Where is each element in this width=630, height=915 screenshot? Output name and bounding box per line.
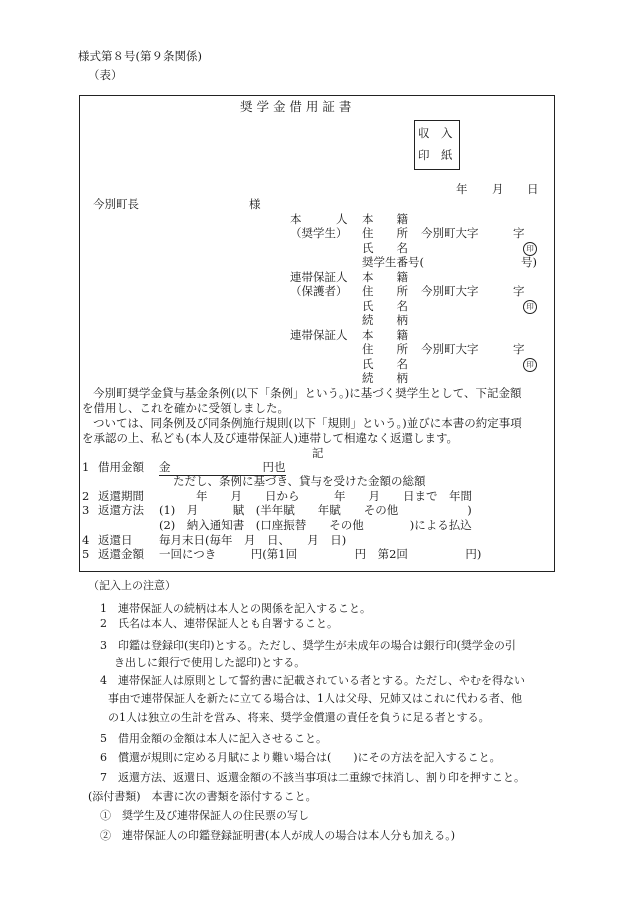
- note-line: 事由で連帯保証人を新たに立てる場合は、1人は父母、兄姉又はこれに代わる者、他: [108, 692, 522, 705]
- item-number: 2: [82, 489, 90, 503]
- body-line: 今別町奨学金貸与基金条例(以下「条例」という。)に基づく奨学生として、下記金額: [93, 386, 522, 400]
- note-line: の1人は独立の生計を営み、将来、奨学金償還の責任を負うに足る者とする。: [108, 711, 490, 724]
- page-side-label: （表）: [88, 68, 123, 82]
- guarantor2-address: 今別町大字: [421, 342, 479, 356]
- date-month: 月: [492, 182, 504, 196]
- guarantor1-aza: 字: [513, 284, 525, 298]
- body-line: を承認の上、私ども(本人及び連帯保証人)連帯して相違なく返還します。: [82, 431, 459, 445]
- ki-heading: 記: [312, 446, 324, 460]
- amount-note: ただし、条例に基づき、貸与を受けた金額の総額: [173, 474, 426, 488]
- guarantor1-role: （保護者）: [290, 284, 348, 298]
- body-line: を借用し、これを確かに受領しました。: [82, 401, 289, 415]
- addressee: 今別町長: [93, 197, 139, 211]
- note-line: き出しに銀行で使用した認印)とする。: [114, 656, 306, 669]
- guarantor2-jusho: 住 所: [362, 342, 408, 356]
- guarantor2-label: 連帯保証人: [290, 328, 348, 342]
- item-number: 5: [82, 547, 90, 561]
- attachment-line: ① 奨学生及び連帯保証人の住民票の写し: [100, 809, 309, 822]
- guarantor1-label: 連帯保証人: [290, 270, 348, 284]
- amount-value: 金 円也: [159, 460, 286, 474]
- attachments-title: (添付書類) 本書に次の書類を添付すること。: [88, 790, 317, 803]
- guarantor1-address: 今別町大字: [421, 284, 479, 298]
- sum-value: 一回につき 円(第1回 円 第2回 円): [159, 547, 482, 561]
- guarantor1-shimei: 氏 名: [362, 299, 408, 313]
- date-day: 日: [527, 182, 539, 196]
- body-line: ついては、同条例及び同条例施行規則(以下「規則」という。)並びに本書の約定事項: [93, 416, 522, 430]
- addressee-honorific: 様: [249, 197, 261, 211]
- item-number: 1: [82, 460, 90, 474]
- principal-address: 今別町大字: [421, 226, 479, 240]
- stamp-label-top: 収 入: [418, 126, 453, 140]
- period-label: 返還期間: [98, 489, 144, 503]
- principal-seal-icon: 印: [523, 242, 537, 256]
- principal-jusho: 住 所: [362, 226, 408, 240]
- method-option-1: (1) 月 賦 (半年賦 年賦 その他 ): [159, 503, 472, 517]
- note-line: 4 連帯保証人は原則として誓約書に記載されている者とする。ただし、やむを得ない: [100, 674, 525, 687]
- principal-role: （奨学生）: [290, 226, 348, 240]
- note-line: 2 氏名は本人、連帯保証人とも自署すること。: [100, 617, 338, 630]
- note-line: 1 連帯保証人の続柄は本人との関係を記入すること。: [100, 602, 371, 615]
- method-option-2: (2) 納入通知書 (口座振替 その他 )による払込: [159, 518, 472, 532]
- guarantor2-seal-icon: 印: [523, 358, 537, 372]
- guarantor2-honseki: 本 籍: [362, 328, 408, 342]
- note-line: 7 返還方法、返還日、返還金額の不該当事項は二重線で抹消し、割り印を押すこと。: [100, 771, 525, 784]
- day-value: 毎月末日(毎年 月 日、 月 日): [159, 533, 347, 547]
- day-label: 返還日: [98, 533, 133, 547]
- student-number-label: 奨学生番号(: [362, 255, 424, 269]
- note-line: 3 印鑑は登録印(実印)とする。ただし、奨学生が未成年の場合は銀行印(奨学金の引: [100, 639, 516, 652]
- method-label: 返還方法: [98, 503, 144, 517]
- guarantor2-aza: 字: [513, 342, 525, 356]
- certificate-title: 奨 学 金 借 用 証 書: [240, 99, 352, 114]
- guarantor1-jusho: 住 所: [362, 284, 408, 298]
- amount-label: 借用金額: [98, 460, 144, 474]
- principal-honseki: 本 籍: [362, 212, 408, 226]
- period-value: 年 月 日から 年 月 日まで 年間: [196, 489, 472, 503]
- principal-aza: 字: [513, 226, 525, 240]
- item-number: 3: [82, 503, 90, 517]
- principal-shimei: 氏 名: [362, 241, 408, 255]
- sum-label: 返還金額: [98, 547, 144, 561]
- student-number-end: 号): [521, 255, 537, 269]
- principal-label: 本 人: [290, 212, 348, 226]
- guarantor1-zokugara: 続 柄: [362, 313, 408, 327]
- attachment-line: ② 連帯保証人の印鑑登録証明書(本人が成人の場合は本人分も加える。): [100, 829, 456, 842]
- stamp-label-bottom: 印 紙: [418, 148, 453, 162]
- guarantor2-shimei: 氏 名: [362, 357, 408, 371]
- notes-title: （記入上の注意）: [88, 579, 176, 592]
- note-line: 6 償還が規則に定める月賦により難い場合は( )にその方法を記入すること。: [100, 751, 501, 764]
- guarantor2-zokugara: 続 柄: [362, 371, 408, 385]
- guarantor1-seal-icon: 印: [523, 300, 537, 314]
- item-number: 4: [82, 533, 90, 547]
- note-line: 5 借用金額の金額は本人に記入させること。: [100, 732, 327, 745]
- guarantor1-honseki: 本 籍: [362, 270, 408, 284]
- form-number: 様式第８号(第９条関係): [78, 49, 202, 63]
- date-year: 年: [456, 182, 468, 196]
